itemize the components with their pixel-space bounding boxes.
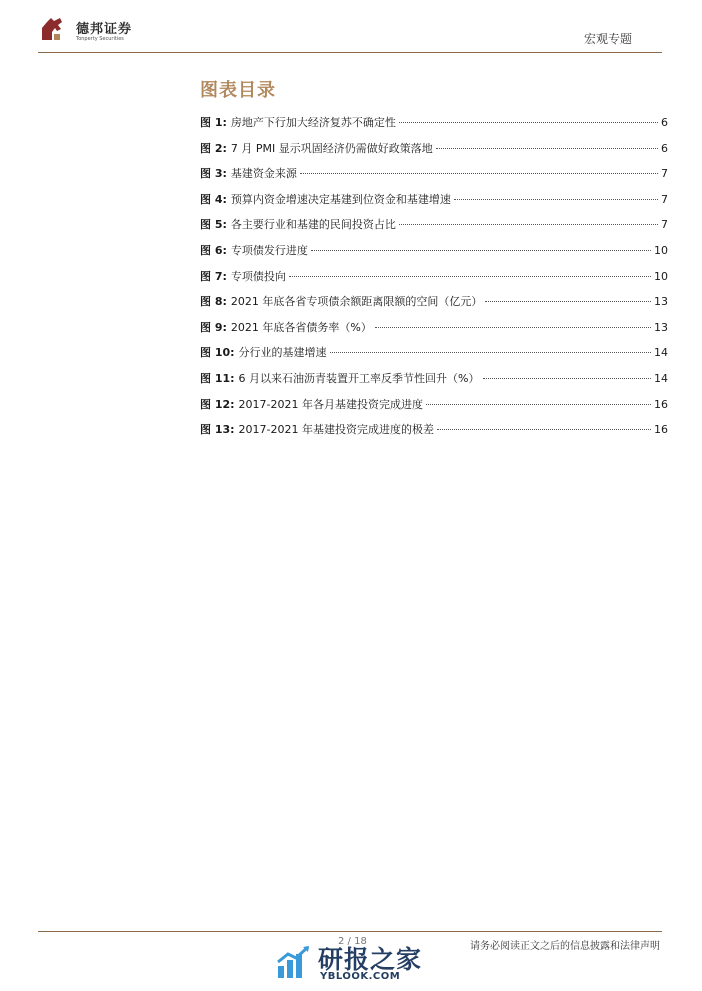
toc-entry-label: 图 4: xyxy=(200,192,227,206)
toc-entry-text: 房地产下行加大经济复苏不确定性 xyxy=(230,116,396,129)
toc-entry-page: 6 xyxy=(661,116,668,129)
toc-entry-page: 13 xyxy=(654,295,668,309)
toc-entry[interactable] xyxy=(200,191,668,217)
toc-entry-page: 16 xyxy=(654,397,668,411)
toc-entry-label: 图 10: xyxy=(200,346,235,360)
logo-brand-cn: 德邦证券 xyxy=(76,22,133,37)
company-logo xyxy=(38,14,148,48)
bar-chart-icon xyxy=(276,944,312,980)
toc-entry-text: 2021 年底各省债务率（%） xyxy=(230,320,372,334)
toc-entry[interactable] xyxy=(200,293,668,319)
toc-entry-text: 2017-2021 年基建投资完成进度的极差 xyxy=(238,423,435,437)
toc-entry-label: 图 8: xyxy=(200,295,227,309)
toc-entry[interactable] xyxy=(200,165,668,191)
watermark-text-cn: 研报之家 xyxy=(318,945,423,974)
toc-entry[interactable] xyxy=(200,268,668,294)
toc-entry-page: 7 xyxy=(661,192,668,206)
toc-entry[interactable] xyxy=(200,421,668,447)
toc-entry-text: 预算内资金增速决定基建到位资金和基建增速 xyxy=(230,192,451,206)
toc-entry[interactable] xyxy=(200,344,668,370)
toc-leader-dots xyxy=(454,199,658,200)
toc-entry-page: 13 xyxy=(654,320,668,334)
toc-leader-dots xyxy=(289,276,651,277)
toc-entry-page: 7 xyxy=(661,218,668,232)
toc-entry[interactable] xyxy=(200,370,668,396)
toc-leader-dots xyxy=(300,173,658,174)
toc-entry-text: 各主要行业和基建的民间投资占比 xyxy=(230,218,396,232)
figure-toc-list xyxy=(200,114,668,447)
footer-divider xyxy=(38,931,662,932)
toc-entry[interactable] xyxy=(200,114,668,140)
report-section: 宏观专题 xyxy=(583,32,632,46)
toc-entry-page: 14 xyxy=(654,371,668,385)
toc-entry-text: 基建资金来源 xyxy=(230,167,297,181)
toc-leader-dots xyxy=(330,352,651,353)
toc-entry[interactable] xyxy=(200,319,668,345)
toc-entry-page: 16 xyxy=(654,423,668,437)
toc-entry-page: 14 xyxy=(654,346,668,360)
toc-leader-dots xyxy=(311,250,651,251)
page-number: 2 / 18 xyxy=(338,936,367,947)
toc-leader-dots xyxy=(375,327,651,328)
header-divider xyxy=(38,52,662,53)
toc-entry-label: 图 3: xyxy=(200,167,227,181)
toc-entry-page: 7 xyxy=(661,167,668,181)
toc-entry-label: 图 9: xyxy=(200,320,227,334)
toc-entry[interactable] xyxy=(200,140,668,166)
toc-leader-dots xyxy=(436,148,658,149)
toc-entry-text: 7 月 PMI 显示巩固经济仍需做好政策落地 xyxy=(230,141,433,155)
toc-entry-text: 分行业的基建增速 xyxy=(238,346,327,360)
toc-title: 图表目录 xyxy=(200,80,276,101)
toc-entry-label: 图 11: xyxy=(200,371,235,385)
toc-entry-page: 6 xyxy=(661,141,668,155)
logo-brand-en: Tonperty Securities xyxy=(76,36,124,42)
toc-entry-label: 图 13: xyxy=(200,423,235,437)
toc-entry-label: 图 5: xyxy=(200,218,227,232)
toc-entry-label: 图 7: xyxy=(200,269,227,283)
toc-entry[interactable] xyxy=(200,216,668,242)
toc-entry-label: 图 6: xyxy=(200,243,227,257)
toc-entry[interactable] xyxy=(200,242,668,268)
legal-disclaimer: 请务必阅读正文之后的信息披露和法律声明 xyxy=(470,941,660,952)
toc-leader-dots xyxy=(483,378,652,379)
toc-entry-text: 专项债投向 xyxy=(230,269,286,283)
toc-entry[interactable] xyxy=(200,396,668,422)
watermark xyxy=(276,940,436,986)
toc-entry-label: 图 2: xyxy=(200,141,227,155)
toc-entry-page: 10 xyxy=(654,243,668,257)
toc-leader-dots xyxy=(426,404,651,405)
toc-leader-dots xyxy=(437,429,651,430)
toc-leader-dots xyxy=(485,301,651,302)
toc-entry-text: 2021 年底各省专项债余额距离限额的空间（亿元） xyxy=(230,295,483,309)
watermark-url: YBLOOK.COM xyxy=(320,971,401,982)
toc-entry-page: 10 xyxy=(654,269,668,283)
toc-leader-dots xyxy=(399,224,658,225)
toc-entry-label: 图 12: xyxy=(200,397,235,411)
toc-entry-text: 专项债发行进度 xyxy=(230,243,308,257)
toc-entry-text: 2017-2021 年各月基建投资完成进度 xyxy=(238,397,424,411)
logo-horse-icon xyxy=(38,14,68,44)
toc-entry-text: 6 月以来石油沥青装置开工率反季节性回升（%） xyxy=(238,371,480,385)
toc-leader-dots xyxy=(399,122,658,123)
toc-entry-label: 图 1: xyxy=(200,116,227,129)
